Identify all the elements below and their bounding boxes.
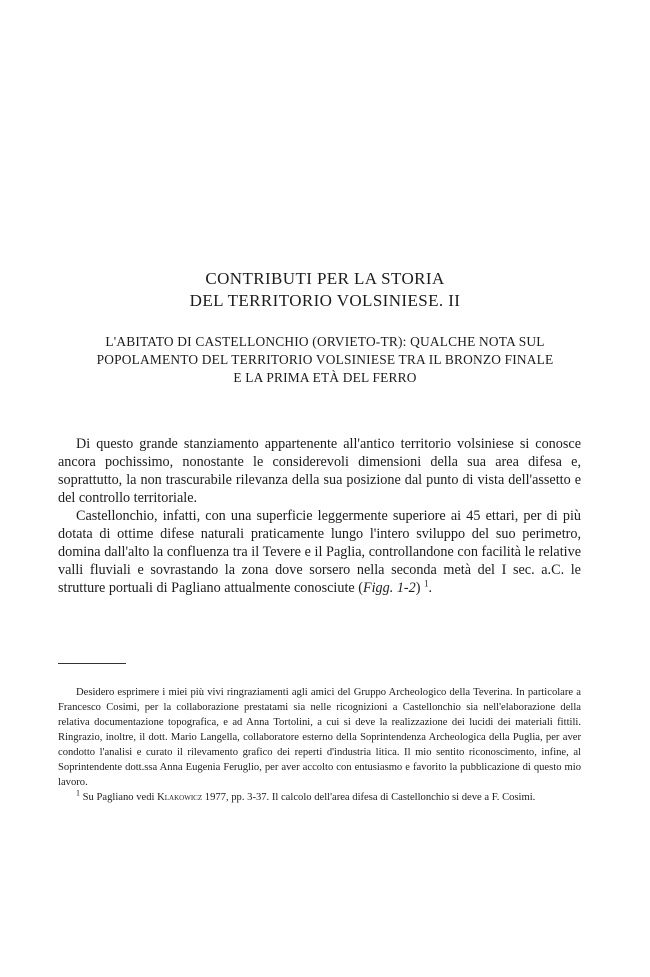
figure-reference-close: ) (415, 580, 421, 596)
body-paragraph-2 (58, 507, 581, 597)
body-paragraph-1: Di questo grande stanziamento appartenente all'antico territorio volsiniese si conosce ancora pochissimo, nonostante le considerevoli dimensioni della sua area difesa e, soprattutto, la non trascurabile rilevanza della sua posizione dal punto di vista dell'assetto e del controllo territoriale. (58, 436, 581, 506)
footnote-1 (58, 790, 581, 805)
acknowledgment-note: Desidero esprimere i miei più vivi ringraziamenti agli amici del Gruppo Archeologico della Teverina. In particolare a Francesco Cosimi, per la collaborazione prestatami sia nelle ricognizioni a Castellonchio sia nell'elaborazione della relativa documentazione topografica, e ad Anna Tortolini, a cui si deve la realizzazione dei lucidi dei materiali fittili. Ringrazio, inoltre, il dott. Mario Langella, collaboratore esterno della Soprintendenza Archeologica della Puglia, per aver condotto l'analisi e curato il rilevamento grafico dei reperti d'industria litica. Il mio sentito riconoscimento, infine, al Soprintendente dott.ssa Anna Eugenia Feruglio, per aver accolto con entusiasmo e favorito la pubblicazione di questo mio lavoro. (58, 687, 581, 788)
footnote-marker-1: 1 (424, 578, 429, 589)
footnote-1-pre: Su Pagliano vedi (82, 792, 155, 803)
article-title-line-1: CONTRIBUTI PER LA STORIA (205, 269, 445, 288)
figure-reference: Figg. 1-2 (362, 580, 416, 596)
footnote-1-author: Klakowicz (157, 792, 203, 803)
body-paragraph-2-text: Castellonchio, infatti, con una superficie leggermente superiore ai 45 ettari, per di più dotata di ottime difese naturali praticamente lungo l'intero sviluppo del suo perimetro, domina dall'alto la confluenza tra il Tevere e il Paglia, controllandone con facilità le relative valli fluviali e sovrastando la zona dove sorsero nella seconda metà del I sec. a.C. le strutture portuali di Pagliano attualmente conosciute ( (58, 508, 581, 596)
article-title-line-2: DEL TERRITORIO VOLSINIESE. II (189, 291, 461, 310)
footnotes (58, 685, 581, 805)
article-subtitle-line-2: POPOLAMENTO DEL TERRITORIO VOLSINIESE TRA IL BRONZO FINALE (96, 352, 554, 367)
footnote-1-post: 1977, pp. 3-37. Il calcolo dell'area difesa di Castellonchio si deve a F. Cosimi. (204, 792, 536, 803)
paragraph-end: . (428, 580, 433, 596)
body-text (58, 435, 581, 597)
article-subtitle-line-1: L'ABITATO DI CASTELLONCHIO (ORVIETO-TR): QUALCHE NOTA SUL (105, 334, 545, 349)
footnote-1-marker: 1 (76, 788, 80, 798)
footnote-separator (58, 663, 126, 664)
article-subtitle-line-3: E LA PRIMA ETÀ DEL FERRO (233, 370, 417, 385)
